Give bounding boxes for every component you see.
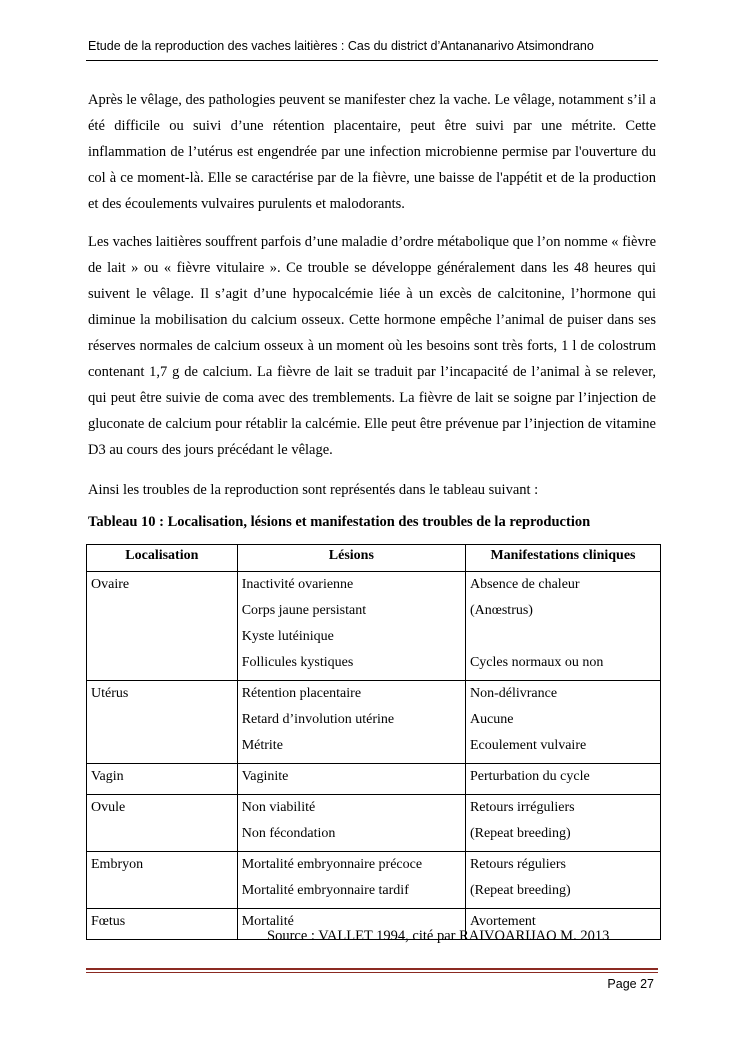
table-body xyxy=(87,572,661,940)
lesion-text: Vaginite xyxy=(241,769,289,784)
cell-lesions xyxy=(237,572,465,681)
manifestation-text: (Anœstrus) xyxy=(469,603,533,618)
header-manifestations: Manifestations cliniques xyxy=(465,545,660,572)
cell-manifestations xyxy=(465,795,660,852)
localisation-text: Utérus xyxy=(91,686,129,701)
table-row xyxy=(87,681,661,764)
lesion-text: Non fécondation xyxy=(241,826,336,841)
cell-manifestations xyxy=(465,852,660,909)
localisation-text: Ovule xyxy=(91,800,126,815)
table-caption: Tableau 10 : Localisation, lésions et manifestation des troubles de la reproduction xyxy=(88,514,591,530)
lesion-text: Retard d’involution utérine xyxy=(241,712,395,727)
lesion-text: Mortalité xyxy=(241,914,294,929)
cell-lesions xyxy=(237,795,465,852)
lesion-text: Mortalité embryonnaire tardif xyxy=(241,883,409,898)
manifestation-text: Avortement xyxy=(469,914,536,929)
manifestation-text: Non-délivrance xyxy=(469,686,558,701)
table-row xyxy=(87,795,661,852)
manifestation-text xyxy=(470,626,656,652)
cell-localisation xyxy=(87,909,238,940)
lesion-text: Rétention placentaire xyxy=(241,686,362,701)
cell-lesions xyxy=(237,681,465,764)
header-rule xyxy=(86,60,658,61)
cell-localisation xyxy=(87,572,238,681)
page-number: Page 27 xyxy=(607,977,654,991)
table-source: Source : VALLET 1994, cité par RAIVOARIJAO M. 2013 xyxy=(267,928,610,944)
lesion-text: Inactivité ovarienne xyxy=(241,577,354,592)
localisation-text: Fœtus xyxy=(91,914,126,929)
localisation-text: Ovaire xyxy=(91,577,130,592)
manifestation-text: Retours irréguliers xyxy=(469,800,575,815)
manifestation-text: Perturbation du cycle xyxy=(469,769,590,784)
cell-localisation xyxy=(87,852,238,909)
lesion-text: Métrite xyxy=(241,738,283,753)
footer-rule-thick xyxy=(86,968,658,970)
cell-lesions xyxy=(237,764,465,795)
footer-rule-thin xyxy=(86,972,658,973)
cell-manifestations xyxy=(465,572,660,681)
cell-lesions xyxy=(237,852,465,909)
cell-localisation xyxy=(87,795,238,852)
cell-manifestations xyxy=(465,764,660,795)
lesion-text: Corps jaune persistant xyxy=(241,603,367,618)
lesion-text: Kyste lutéinique xyxy=(241,629,334,644)
manifestation-text: (Repeat breeding) xyxy=(469,826,571,841)
manifestation-text: Absence de chaleur xyxy=(469,577,580,592)
table-row xyxy=(87,764,661,795)
paragraph-fievre-de-lait: Les vaches laitières souffrent parfois d’une maladie d’ordre métabolique que l’on nomme « fièvre de lait » ou « fièvre vitulaire ». Ce trouble se développe généralement dans les 48 heures qui suivent le vêlage. Il s’agit d’une hypocalcémie liée à un excès de calcitonine, l’hormone qui diminue la mobilisation du calcium osseux. Cette hormone empêche l’animal de puiser dans ses réserves normales de calcium osseux à un moment où les besoins sont très forts, 1 l de colostrum contenant 1,7 g de calcium. La fièvre de lait se traduit par l’incapacité de l’animal à se relever, qui peut être suivie de coma avec des tremblements. La fièvre de lait se soigne par l’injection de gluconate de calcium pour rétablir la calcémie. Elle peut être prévenue par l’injection de vitamine D3 au cours des jours précédant le vêlage. xyxy=(88,234,656,458)
paragraph-metrite: Après le vêlage, des pathologies peuvent se manifester chez la vache. Le vêlage, notamment s’il a été difficile ou suivi d’une rétention placentaire, peut être suivi par une métrite. Cette inflammation de l’utérus est engendrée par une infection microbienne permise par l'ouverture du col à ce moment-là. Elle se caractérise par de la fièvre, une baisse de l'appétit et de la production et des écoulements vulvaires purulents et malodorants. xyxy=(88,92,656,212)
lesion-text: Follicules kystiques xyxy=(241,655,354,670)
troubles-table xyxy=(86,544,661,940)
cell-localisation xyxy=(87,764,238,795)
table-header-row xyxy=(87,545,661,572)
manifestation-text: Retours réguliers xyxy=(469,857,566,872)
running-header: Etude de la reproduction des vaches laitières : Cas du district d’Antananarivo Atsimondrano xyxy=(88,39,594,53)
cell-localisation xyxy=(87,681,238,764)
header-lesions: Lésions xyxy=(237,545,465,572)
lesion-text: Mortalité embryonnaire précoce xyxy=(241,857,423,872)
lesion-text: Non viabilité xyxy=(241,800,316,815)
manifestation-text: (Repeat breeding) xyxy=(469,883,571,898)
localisation-text: Embryon xyxy=(91,857,144,872)
table-row xyxy=(87,572,661,681)
manifestation-text: Aucune xyxy=(469,712,514,727)
cell-manifestations xyxy=(465,681,660,764)
manifestation-text: Cycles normaux ou non xyxy=(469,655,604,670)
table-row xyxy=(87,852,661,909)
manifestation-text: Ecoulement vulvaire xyxy=(469,738,587,753)
header-localisation: Localisation xyxy=(87,545,238,572)
paragraph-table-intro: Ainsi les troubles de la reproduction sont représentés dans le tableau suivant : xyxy=(88,482,539,498)
localisation-text: Vagin xyxy=(91,769,124,784)
